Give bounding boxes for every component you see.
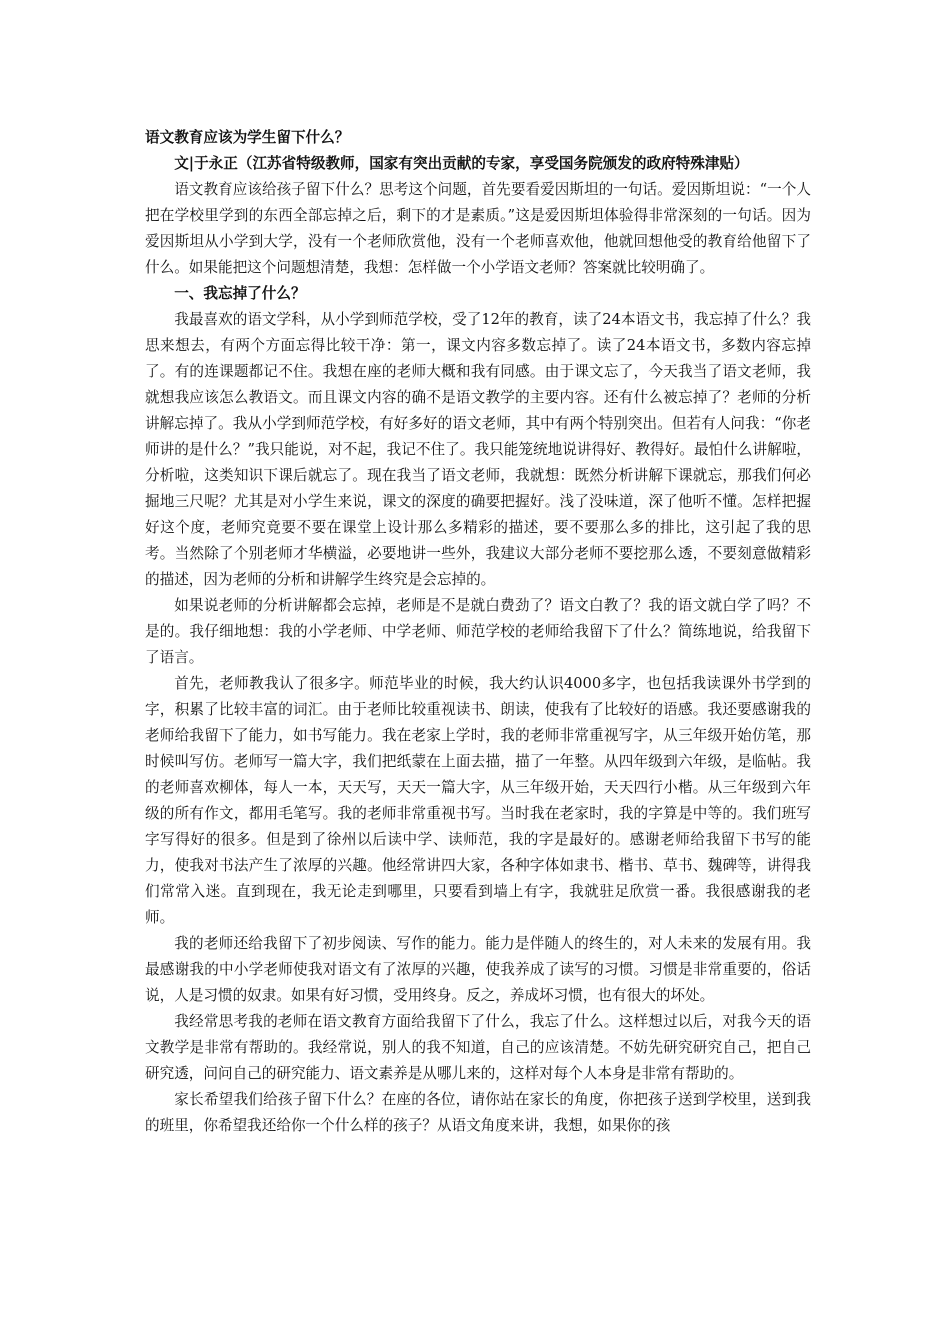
document-page (145, 125, 811, 1139)
body-paragraph: 首先，老师教我认了很多字。师范毕业的时候，我大约认识4000多字，也包括我读课外书学到的字，积累了比较丰富的词汇。由于老师比较重视读书、朗读，使我有了比较好的语感。我还要感谢我的老师给我留下了能力，如书写能力。我在老家上学时，我的老师非常重视写字，从三年级开始仿笔，那时候叫写仿。老师写一篇大字，我们把纸蒙在上面去描，描了一年整。从四年级到六年级，是临帖。我的老师喜欢柳体，每人一本，天天写，天天一篇大字，从三年级开始，天天四行小楷。从三年级到六年级的所有作文，都用毛笔写。我的老师非常重视书写。当时我在老家时，我的字算是中等的。我们班写字写得好的很多。但是到了徐州以后读中学、读师范，我的字是最好的。感谢老师给我留下书写的能力，使我对书法产生了浓厚的兴趣。他经常讲四大家，各种字体如隶书、楷书、草书、魏碑等，讲得我们常常入迷。直到现在，我无论走到哪里，只要看到墙上有字，我就驻足欣赏一番。我很感谢我的老师。 (145, 675, 811, 926)
body-paragraph: 我的老师还给我留下了初步阅读、写作的能力。能力是伴随人的终生的，对人未来的发展有用。我最感谢我的中小学老师使我对语文有了浓厚的兴趣，使我养成了读写的习惯。习惯是非常重要的，俗话说，人是习惯的奴隶。如果有好习惯，受用终身。反之，养成坏习惯，也有很大的坏处。 (145, 935, 811, 1004)
article-title: 语文教育应该为学生留下什么？ (145, 129, 350, 146)
body-paragraph: 如果说老师的分析讲解都会忘掉，老师是不是就白费劲了？语文白教了？我的语文就白学了吗？不是的。我仔细地想：我的小学老师、中学老师、师范学校的老师给我留下了什么？简练地说，给我留下了语言。 (145, 597, 811, 666)
author-byline: 文|于永正（江苏省特级教师，国家有突出贡献的专家，享受国务院颁发的政府特殊津贴） (174, 155, 749, 172)
section-heading: 一、我忘掉了什么？ (174, 285, 306, 302)
body-paragraph: 我经常思考我的老师在语文教育方面给我留下了什么，我忘了什么。这样想过以后，对我今天的语文教学是非常有帮助的。我经常说，别人的我不知道，自己的应该清楚。不妨先研究研究自己，把自己研究透，问问自己的研究能力、语文素养是从哪儿来的，这样对每个人本身是非常有帮助的。 (145, 1013, 811, 1082)
body-paragraph: 我最喜欢的语文学科，从小学到师范学校，受了12年的教育，读了24本语文书，我忘掉了什么？我思来想去，有两个方面忘得比较干净：第一，课文内容多数忘掉了。读了24本语文书，多数内容忘掉了。有的连课题都记不住。我想在座的老师大概和我有同感。由于课文忘了，今天我当了语文老师，我就想我应该怎么教语文。而且课文内容的确不是语文教学的主要内容。还有什么被忘掉了？老师的分析讲解忘掉了。我从小学到师范学校，有好多好的语文老师，其中有两个特别突出。但若有人问我：“你老师讲的是什么？”我只能说，对不起，我记不住了。我只能笼统地说讲得好、教得好。最怕什么讲解啦，分析啦，这类知识下课后就忘了。现在我当了语文老师，我就想：既然分析讲解下课就忘，那我们何必掘地三尺呢？尤其是对小学生来说，课文的深度的确要把握好。浅了没味道，深了他听不懂。怎样把握好这个度，老师究竟要不要在课堂上设计那么多精彩的描述，要不要那么多的排比，这引起了我的思考。当然除了个别老师才华横溢，必要地讲一些外，我建议大部分老师不要挖那么透，不要刻意做精彩的描述，因为老师的分析和讲解学生终究是会忘掉的。 (145, 311, 811, 588)
intro-paragraph: 语文教育应该给孩子留下什么？思考这个问题，首先要看爱因斯坦的一句话。爱因斯坦说：“一个人把在学校里学到的东西全部忘掉之后，剩下的才是素质。”这是爱因斯坦体验得非常深刻的一句话。因为爱因斯坦从小学到大学，没有一个老师欣赏他，没有一个老师喜欢他，他就回想他受的教育给他留下了什么。如果能把这个问题想清楚，我想：怎样做一个小学语文老师？答案就比较明确了。 (145, 181, 811, 276)
body-paragraph: 家长希望我们给孩子留下什么？在座的各位，请你站在家长的角度，你把孩子送到学校里，送到我的班里，你希望我还给你一个什么样的孩子？从语文角度来讲，我想，如果你的孩 (145, 1091, 811, 1134)
